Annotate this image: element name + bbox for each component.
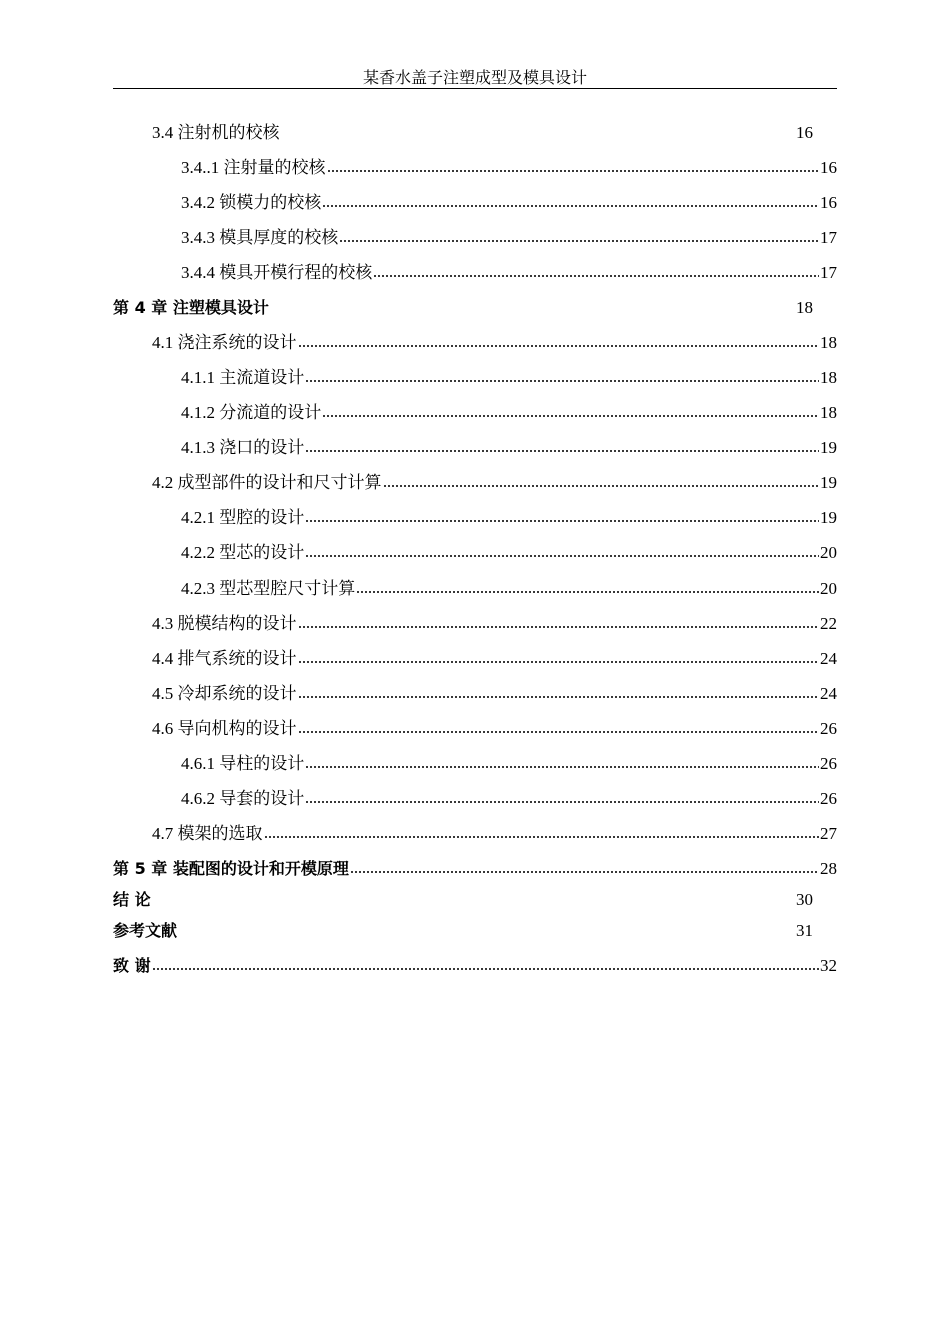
toc-entry-title: 致 谢 <box>113 956 151 975</box>
toc-entry-page: 22 <box>820 614 837 633</box>
toc-entry-page: 19 <box>820 473 837 492</box>
toc-entry-title: 参考文献 <box>113 921 178 940</box>
toc-entry-page: 17 <box>820 263 837 282</box>
toc-entry[interactable] <box>0 400 837 424</box>
toc-entry-page: 24 <box>820 684 837 703</box>
toc-entry-page: 17 <box>820 228 837 247</box>
toc-entry-title: 第 4 章 注塑模具设计 <box>113 298 269 317</box>
toc-dot-leader <box>327 169 820 173</box>
toc-dot-leader <box>350 870 819 874</box>
toc-entry-page: 16 <box>820 193 837 212</box>
toc-entry-title: 3.4.3 模具厚度的校核 <box>181 228 339 247</box>
toc-entry[interactable] <box>0 120 813 144</box>
toc-dot-leader <box>305 449 819 453</box>
toc-entry-title: 4.7 模架的选取 <box>152 824 263 843</box>
toc-entry-page: 24 <box>820 649 837 668</box>
toc-entry[interactable] <box>0 646 837 670</box>
toc-dot-leader <box>298 625 820 629</box>
toc-dot-leader <box>298 660 820 664</box>
toc-entry[interactable] <box>0 190 837 214</box>
toc-entry-page: 19 <box>820 508 837 527</box>
toc-entry[interactable] <box>0 435 837 459</box>
toc-dot-leader <box>305 554 819 558</box>
toc-entry-page: 28 <box>820 859 837 878</box>
toc-entry-title: 3.4..1 注射量的校核 <box>181 158 326 177</box>
toc-dot-leader <box>305 519 819 523</box>
toc-entry-title: 3.4.2 锁模力的校核 <box>181 193 322 212</box>
toc-entry-title: 4.2.1 型腔的设计 <box>181 508 305 527</box>
toc-dot-leader <box>298 730 820 734</box>
toc-dot-leader <box>305 800 819 804</box>
toc-entry-title: 4.3 脱模结构的设计 <box>152 614 297 633</box>
toc-entry-page: 19 <box>820 438 837 457</box>
header-rule <box>113 88 837 89</box>
toc-entry[interactable] <box>0 225 837 249</box>
toc-entry[interactable] <box>0 260 837 284</box>
toc-entry[interactable] <box>0 786 837 810</box>
toc-entry-page: 20 <box>820 543 837 562</box>
toc-entry-title: 4.1.1 主流道设计 <box>181 368 305 387</box>
toc-dot-leader <box>322 414 819 418</box>
toc-entry-page: 32 <box>820 956 837 975</box>
toc-entry[interactable] <box>0 856 837 880</box>
toc-entry-page: 18 <box>820 333 837 352</box>
toc-entry[interactable] <box>0 155 837 179</box>
toc-entry[interactable] <box>0 887 813 911</box>
toc-dot-leader <box>322 204 819 208</box>
toc-dot-leader <box>298 344 820 348</box>
toc-entry[interactable] <box>0 330 837 354</box>
toc-entry-page: 26 <box>820 754 837 773</box>
toc-entry-title: 结 论 <box>113 890 151 909</box>
toc-entry[interactable] <box>0 576 837 600</box>
toc-dot-leader <box>152 967 819 971</box>
toc-entry-page: 26 <box>820 789 837 808</box>
toc-entry[interactable] <box>0 953 837 977</box>
toc-dot-leader <box>305 765 819 769</box>
toc-entry-title: 第 5 章 装配图的设计和开模原理 <box>113 859 349 878</box>
toc-dot-leader <box>373 274 819 278</box>
toc-entry-title: 4.1.2 分流道的设计 <box>181 403 322 422</box>
toc-entry[interactable] <box>0 505 837 529</box>
toc-entry-page: 30 <box>796 890 813 909</box>
toc-entry-title: 4.2 成型部件的设计和尺寸计算 <box>152 473 382 492</box>
toc-entry-title: 4.2.2 型芯的设计 <box>181 543 305 562</box>
toc-entry[interactable] <box>0 918 813 942</box>
toc-entry-title: 4.6.2 导套的设计 <box>181 789 305 808</box>
toc-entry-title: 3.4.4 模具开模行程的校核 <box>181 263 373 282</box>
toc-entry-title: 4.6.1 导柱的设计 <box>181 754 305 773</box>
toc-entry-title: 4.5 冷却系统的设计 <box>152 684 297 703</box>
toc-entry-page: 27 <box>820 824 837 843</box>
toc-dot-leader <box>356 590 819 594</box>
toc-entry[interactable] <box>0 295 813 319</box>
toc-entry-title: 3.4 注射机的校核 <box>152 123 280 142</box>
toc-dot-leader <box>264 835 820 839</box>
page-header-title: 某香水盖子注塑成型及模具设计 <box>362 70 587 87</box>
toc-entry-page: 31 <box>796 921 813 940</box>
toc-entry-page: 20 <box>820 579 837 598</box>
toc-entry-page: 18 <box>796 298 813 317</box>
toc-entry[interactable] <box>0 751 837 775</box>
toc-entry[interactable] <box>0 540 837 564</box>
toc-dot-leader <box>298 695 820 699</box>
toc-entry[interactable] <box>0 611 837 635</box>
toc-dot-leader <box>339 239 819 243</box>
toc-entry[interactable] <box>0 821 837 845</box>
toc-entry-page: 16 <box>820 158 837 177</box>
toc-entry[interactable] <box>0 716 837 740</box>
toc-dot-leader <box>383 484 820 488</box>
toc-entry-title: 4.4 排气系统的设计 <box>152 649 297 668</box>
toc-entry-page: 18 <box>820 403 837 422</box>
toc-entry-page: 16 <box>796 123 813 142</box>
toc-dot-leader <box>305 379 819 383</box>
toc-entry-title: 4.2.3 型芯型腔尺寸计算 <box>181 579 356 598</box>
toc-entry[interactable] <box>0 470 837 494</box>
toc-entry-page: 26 <box>820 719 837 738</box>
toc-entry-title: 4.1.3 浇口的设计 <box>181 438 305 457</box>
toc-entry[interactable] <box>0 681 837 705</box>
toc-entry[interactable] <box>0 365 837 389</box>
toc-entry-page: 18 <box>820 368 837 387</box>
toc-entry-title: 4.6 导向机构的设计 <box>152 719 297 738</box>
toc-entry-title: 4.1 浇注系统的设计 <box>152 333 297 352</box>
